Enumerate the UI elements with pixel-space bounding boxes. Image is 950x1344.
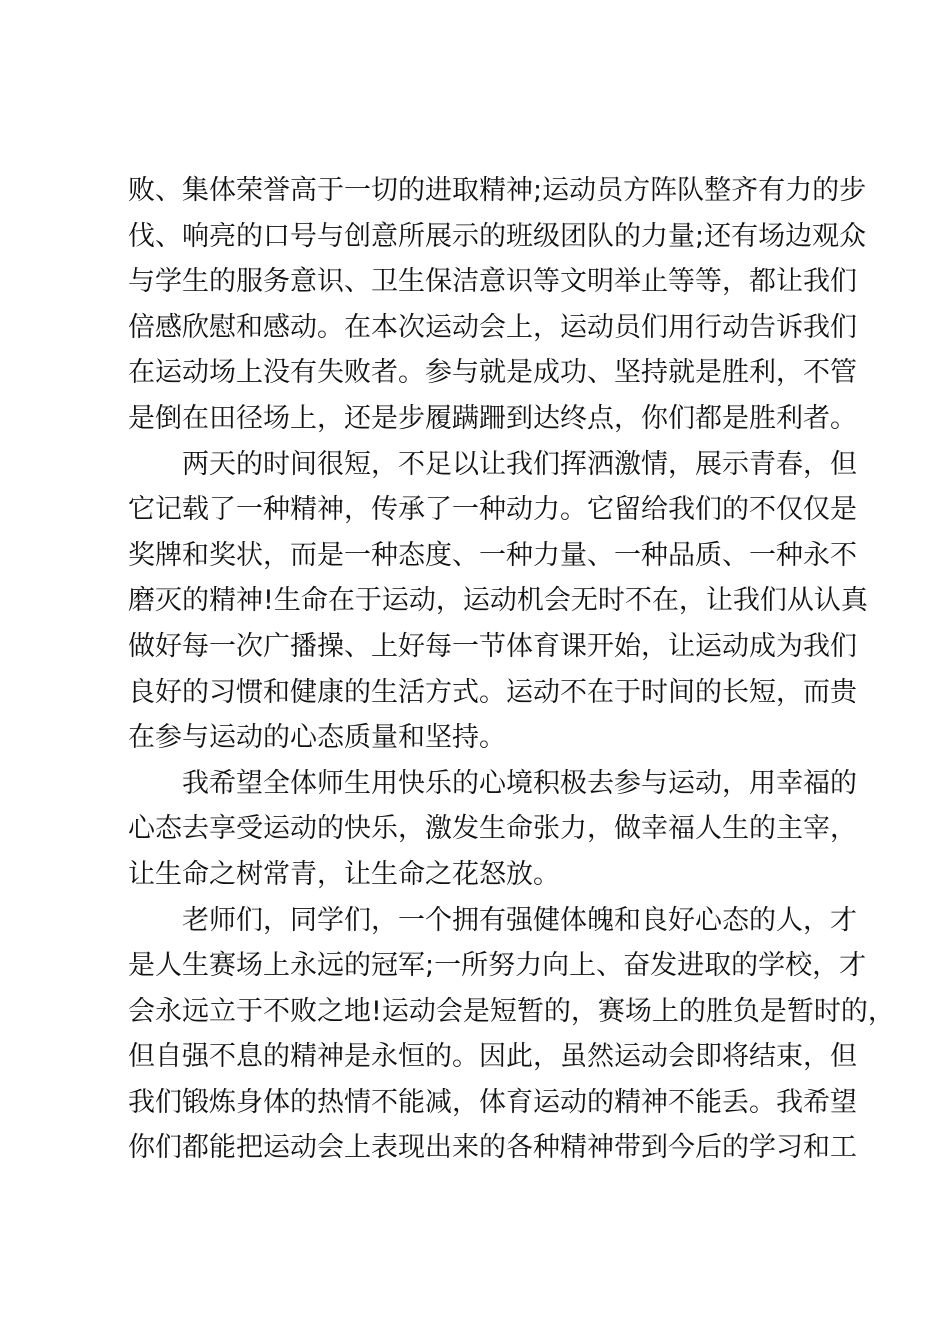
paragraph-2 [128, 442, 868, 761]
text-line: 在运动场上没有失败者。参与就是成功、坚持就是胜利，不管 [128, 357, 857, 389]
text-line: 它记载了一种精神，传承了一种动力。它留给我们的不仅仅是 [128, 494, 857, 526]
text-line: 但自强不息的精神是永恒的。因此，虽然运动会即将结束，但 [128, 1041, 857, 1073]
paragraph-1 [128, 168, 867, 442]
text-line: 败、集体荣誉高于一切的进取精神;运动员方阵队整齐有力的步 [128, 175, 867, 206]
text-line: 做好每一次广播操、上好每一节体育课开始，让运动成为我们 [128, 630, 857, 662]
text-line: 老师们，同学们，一个拥有强健体魄和良好心态的人，才 [182, 904, 857, 936]
text-line: 会永远立于不败之地!运动会是短暂的，赛场上的胜负是暂时的， [128, 995, 895, 1027]
text-line: 倍感欣慰和感动。在本次运动会上，运动员们用行动告诉我们 [128, 311, 857, 343]
text-line: 让生命之树常青，让生命之花怒放。 [128, 858, 560, 890]
body-text [128, 168, 895, 1171]
text-line: 良好的习惯和健康的生活方式。运动不在于时间的长短，而贵 [128, 676, 857, 708]
text-line: 我们锻炼身体的热情不能减，体育运动的精神不能丢。我希望 [128, 1086, 857, 1118]
paragraph-3 [128, 761, 857, 898]
text-line: 心态去享受运动的快乐，激发生命张力，做幸福人生的主宰， [128, 813, 857, 845]
text-line: 与学生的服务意识、卫生保洁意识等文明举止等等，都让我们 [128, 266, 857, 298]
text-line: 两天的时间很短，不足以让我们挥洒激情，展示青春，但 [182, 448, 857, 480]
text-line: 奖牌和奖状，而是一种态度、一种力量、一种品质、一种永不 [128, 539, 857, 571]
text-line: 在参与运动的心态质量和坚持。 [128, 722, 506, 754]
text-line: 磨灭的精神!生命在于运动，运动机会无时不在，让我们从认真 [128, 585, 868, 617]
text-line: 伐、响亮的口号与创意所展示的班级团队的力量;还有场边观众 [128, 220, 867, 252]
text-line: 是人生赛场上永远的冠军;一所努力向上、奋发进取的学校，才 [128, 950, 867, 982]
text-line: 我希望全体师生用快乐的心境积极去参与运动，用幸福的 [182, 767, 857, 799]
text-line: 你们都能把运动会上表现出来的各种精神带到今后的学习和工 [128, 1132, 857, 1164]
paragraph-4 [128, 898, 895, 1172]
text-line: 是倒在田径场上，还是步履蹒跚到达终点，你们都是胜利者。 [128, 402, 857, 434]
